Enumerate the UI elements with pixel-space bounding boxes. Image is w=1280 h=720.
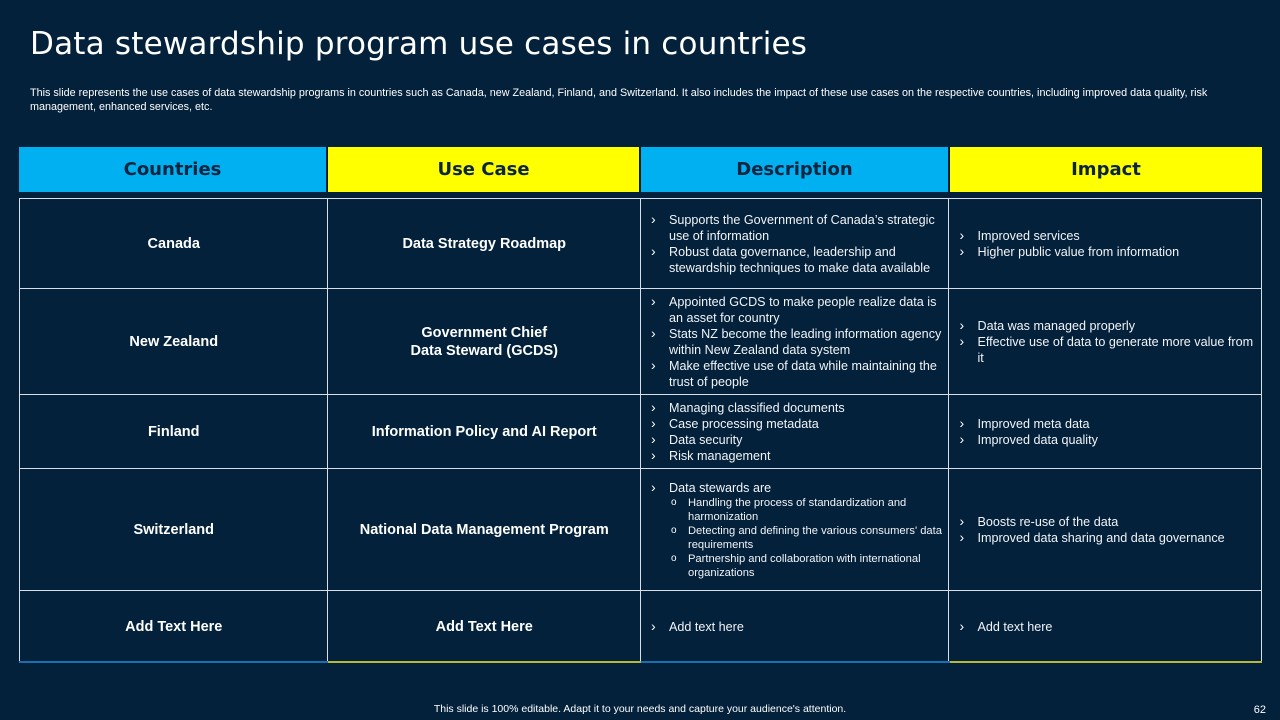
description-cell <box>641 469 950 590</box>
impact-item: › Data was managed properly <box>957 318 1255 334</box>
country-cell: Finland <box>20 395 328 468</box>
header-impact: Impact <box>950 147 1262 192</box>
use-case-cell <box>328 591 640 662</box>
column-underline-blue <box>641 661 950 663</box>
impact-cell <box>949 199 1261 288</box>
impact-cell <box>949 591 1261 662</box>
impact-item: › Improved data quality <box>957 432 1255 448</box>
column-underline-yellow <box>328 661 641 663</box>
table-header <box>19 147 1262 192</box>
description-subitem: o Detecting and defining the various consumers' data requirements <box>669 524 943 552</box>
use-case-cell <box>328 289 640 394</box>
table-row <box>20 469 1261 591</box>
description-cell <box>641 591 950 662</box>
impact-item: › Add text here <box>957 619 1255 635</box>
description-item: › Managing classified documents <box>649 400 943 416</box>
use-case-table <box>19 198 1262 663</box>
table-row <box>20 199 1261 289</box>
description-item: › Case processing metadata <box>649 416 943 432</box>
description-cell <box>641 289 950 394</box>
description-item: › Appointed GCDS to make people realize data is an asset for country <box>649 294 943 326</box>
country-cell: Switzerland <box>20 469 328 590</box>
impact-cell <box>949 289 1261 394</box>
description-item: › Risk management <box>649 448 943 464</box>
table-row <box>20 395 1261 469</box>
description-item: › Make effective use of data while maintaining the trust of people <box>649 358 943 390</box>
use-case-cell <box>328 469 640 590</box>
impact-item: › Improved services <box>957 228 1255 244</box>
description-item: › Stats NZ become the leading information agency within New Zealand data system <box>649 326 943 358</box>
use-case-text: Data Strategy Roadmap <box>402 235 567 252</box>
slide-subtitle: This slide represents the use cases of data stewardship programs in countries such as Canada, new Zealand, Finland, and Switzerland. It also includes the impact of these use cases on the respective countries, including improved data quality, risk management, enhanced services, etc. <box>30 87 1208 113</box>
description-item: › Robust data governance, leadership and stewardship techniques to make data available <box>649 244 943 276</box>
use-case-text: Government Chief <box>421 324 548 341</box>
description-cell <box>641 199 950 288</box>
description-item <box>649 480 943 580</box>
description-item: › Add text here <box>649 619 943 635</box>
column-underline-yellow <box>950 661 1262 663</box>
header-use-case: Use Case <box>328 147 641 192</box>
description-lead: Data stewards are <box>668 480 772 495</box>
slide-title: Data stewardship program use cases in countries <box>30 26 808 62</box>
description-subitem: o Partnership and collaboration with international organizations <box>669 552 943 580</box>
use-case-cell <box>328 199 640 288</box>
impact-item: › Higher public value from information <box>957 244 1255 260</box>
use-case-text: Data Steward (GCDS) <box>410 342 558 359</box>
impact-item: › Improved meta data <box>957 416 1255 432</box>
header-description: Description <box>641 147 950 192</box>
use-case-cell <box>328 395 640 468</box>
page-number: 62 <box>1253 704 1266 716</box>
description-subitem: o Handling the process of standardization and harmonization <box>669 496 943 524</box>
impact-cell <box>949 469 1261 590</box>
impact-cell <box>949 395 1261 468</box>
impact-item: › Effective use of data to generate more value from it <box>957 334 1255 366</box>
column-underline-blue <box>19 661 328 663</box>
footer-note: This slide is 100% editable. Adapt it to your needs and capture your audience's attention. <box>433 703 847 715</box>
impact-item: › Improved data sharing and data governance <box>957 530 1255 546</box>
country-cell: Canada <box>20 199 328 288</box>
description-item: › Data security <box>649 432 943 448</box>
table-row <box>20 591 1261 662</box>
impact-item: › Boosts re-use of the data <box>957 514 1255 530</box>
description-item: › Supports the Government of Canada’s strategic use of information <box>649 212 943 244</box>
header-countries: Countries <box>19 147 328 192</box>
country-cell: Add Text Here <box>20 591 328 662</box>
use-case-text: National Data Management Program <box>359 521 609 538</box>
table-row <box>20 289 1261 395</box>
use-case-text: Information Policy and AI Report <box>371 423 597 440</box>
country-cell: New Zealand <box>20 289 328 394</box>
use-case-text: Add Text Here <box>435 618 533 635</box>
description-cell <box>641 395 950 468</box>
